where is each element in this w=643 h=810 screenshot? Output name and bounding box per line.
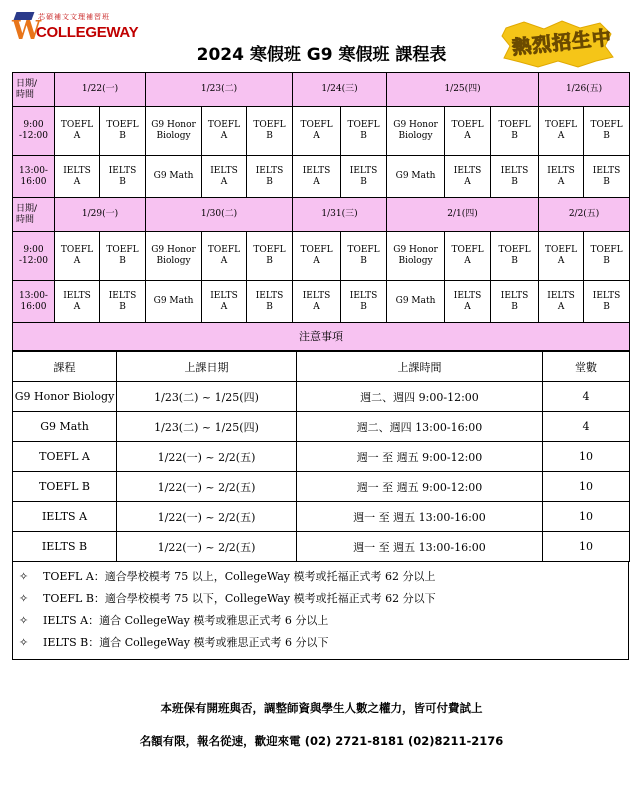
date-cell: 1/24(三) bbox=[293, 73, 387, 107]
class-name-line: IELTS bbox=[210, 290, 238, 301]
class-name-line: TOEFL bbox=[300, 120, 333, 130]
class-name-line: A bbox=[464, 131, 471, 141]
class-name-line: G9 Math bbox=[395, 171, 436, 181]
am-session-row bbox=[13, 107, 630, 156]
class-name-line: A bbox=[557, 176, 565, 187]
class-name-line: TOEFL bbox=[498, 245, 531, 255]
course-cell: 1/22(一) ~ 2/2(五) bbox=[117, 532, 297, 562]
class-cell bbox=[247, 281, 293, 323]
course-cell: G9 Honor Biology bbox=[13, 382, 117, 412]
class-name-line: B bbox=[266, 301, 273, 312]
label-date: 日期/ bbox=[16, 78, 38, 89]
course-cell: 4 bbox=[543, 382, 630, 412]
class-name-line: TOEFL bbox=[60, 120, 94, 130]
class-cell bbox=[146, 107, 202, 156]
course-header: 堂數 bbox=[543, 352, 630, 382]
notice-title: 注意事項 bbox=[13, 323, 630, 351]
class-name-line: A bbox=[464, 256, 471, 266]
class-cell bbox=[247, 156, 293, 198]
class-name-line: B bbox=[266, 176, 273, 187]
session-time bbox=[13, 232, 55, 281]
date-time-label bbox=[13, 73, 55, 107]
class-name-line: B bbox=[603, 131, 610, 141]
class-name-line: B bbox=[119, 131, 126, 141]
class-cell bbox=[202, 232, 247, 281]
class-name-line: Biology bbox=[398, 256, 433, 266]
class-cell bbox=[293, 232, 341, 281]
class-name-line: IELTS bbox=[108, 165, 137, 176]
class-name-line: G9 Math bbox=[153, 171, 194, 181]
course-cell: 1/22(一) ~ 2/2(五) bbox=[117, 442, 297, 472]
course-cell: 10 bbox=[543, 472, 630, 502]
logo-name: COLLEGEWAY bbox=[36, 24, 139, 41]
class-name-line: IELTS bbox=[349, 290, 378, 301]
date-cell: 1/25(四) bbox=[387, 73, 539, 107]
class-name-line: B bbox=[603, 301, 610, 312]
date-row bbox=[13, 73, 630, 107]
course-cell: 週一 至 週五 9:00-12:00 bbox=[297, 472, 543, 502]
course-cell: 10 bbox=[543, 442, 630, 472]
class-cell bbox=[100, 281, 146, 323]
course-cell: IELTS A bbox=[13, 502, 117, 532]
course-cell: 1/22(一) ~ 2/2(五) bbox=[117, 472, 297, 502]
schedule-table bbox=[12, 72, 630, 351]
class-name-line: A bbox=[220, 301, 228, 312]
class-name-line: IELTS bbox=[453, 290, 482, 301]
class-name-line: G9 Honor bbox=[151, 120, 196, 130]
course-cell: G9 Math bbox=[13, 412, 117, 442]
date-cell: 1/29(一) bbox=[55, 198, 146, 232]
class-name-line: A bbox=[73, 301, 81, 312]
class-name-line: Biology bbox=[156, 131, 191, 141]
course-cell: TOEFL A bbox=[13, 442, 117, 472]
date-cell: 1/30(二) bbox=[146, 198, 293, 232]
diamond-bullet-icon: ✧ bbox=[19, 592, 29, 605]
class-cell bbox=[539, 232, 584, 281]
course-row bbox=[13, 502, 630, 532]
session-time bbox=[13, 107, 55, 156]
note-item bbox=[13, 610, 628, 632]
class-name-line: A bbox=[464, 176, 471, 187]
contact-text: 名額有限，報名從速，歡迎來電 (02) 2721-8181 (02)8211-2176 bbox=[139, 734, 504, 748]
class-cell bbox=[341, 107, 387, 156]
date-row bbox=[13, 198, 630, 232]
class-cell bbox=[539, 281, 584, 323]
badge-text: 熱烈招生中 bbox=[511, 26, 614, 60]
note-item bbox=[13, 632, 628, 654]
class-name-line: B bbox=[360, 131, 367, 141]
class-name-line: A bbox=[313, 131, 320, 141]
class-cell bbox=[445, 107, 491, 156]
course-cell: 週一 至 週五 13:00-16:00 bbox=[297, 532, 543, 562]
class-cell bbox=[584, 232, 630, 281]
class-name-line: IELTS bbox=[547, 165, 575, 176]
class-cell bbox=[539, 107, 584, 156]
class-name-line: IELTS bbox=[210, 165, 238, 176]
course-row bbox=[13, 472, 630, 502]
class-name-line: TOEFL bbox=[60, 245, 94, 255]
class-cell bbox=[445, 232, 491, 281]
course-cell: 4 bbox=[543, 412, 630, 442]
class-cell bbox=[491, 232, 539, 281]
note-item bbox=[13, 588, 628, 610]
am-session-row bbox=[13, 232, 630, 281]
class-cell bbox=[584, 281, 630, 323]
class-cell bbox=[584, 107, 630, 156]
course-row bbox=[13, 442, 630, 472]
course-cell: 10 bbox=[543, 502, 630, 532]
class-name-line: B bbox=[266, 256, 273, 266]
class-name-line: B bbox=[603, 256, 610, 266]
class-cell bbox=[341, 232, 387, 281]
enrollment-badge bbox=[500, 20, 615, 68]
class-name-line: B bbox=[360, 176, 367, 187]
class-name-line: G9 Honor bbox=[151, 245, 196, 255]
page-title: 2024 寒假班 G9 寒假班 課程表 bbox=[196, 45, 447, 65]
class-name-line: B bbox=[511, 131, 518, 141]
course-cell: 10 bbox=[543, 532, 630, 562]
note-text: TOEFL A：適合學校模考 75 以上，CollegeWay 模考或托福正式考 62 分以上 bbox=[43, 570, 436, 583]
class-name-line: A bbox=[73, 256, 81, 266]
course-cell: 1/22(一) ~ 2/2(五) bbox=[117, 502, 297, 532]
schedule-sheet bbox=[12, 72, 629, 660]
course-row bbox=[13, 382, 630, 412]
class-name-line: TOEFL bbox=[106, 120, 139, 130]
class-name-line: B bbox=[266, 131, 273, 141]
session-time-line: 9:00 bbox=[23, 245, 44, 255]
class-cell bbox=[341, 156, 387, 198]
class-name-line: G9 Honor bbox=[393, 120, 438, 130]
course-row bbox=[13, 532, 630, 562]
class-cell bbox=[146, 281, 202, 323]
session-time-line: -12:00 bbox=[19, 256, 48, 266]
session-time-line: 9:00 bbox=[23, 120, 44, 130]
course-table bbox=[12, 351, 630, 562]
class-cell bbox=[491, 281, 539, 323]
session-time bbox=[13, 156, 55, 198]
session-time bbox=[13, 281, 55, 323]
class-cell bbox=[387, 281, 445, 323]
class-cell bbox=[202, 156, 247, 198]
class-name-line: Biology bbox=[156, 256, 191, 266]
class-cell bbox=[146, 156, 202, 198]
class-name-line: IELTS bbox=[302, 290, 331, 301]
class-name-line: IELTS bbox=[63, 290, 91, 301]
class-cell bbox=[55, 107, 100, 156]
class-name-line: A bbox=[557, 301, 565, 312]
pm-session-row bbox=[13, 281, 630, 323]
diamond-bullet-icon: ✧ bbox=[19, 636, 29, 649]
diamond-bullet-icon: ✧ bbox=[19, 570, 29, 583]
class-cell bbox=[445, 156, 491, 198]
class-cell bbox=[445, 281, 491, 323]
class-name-line: IELTS bbox=[500, 290, 529, 301]
class-name-line: TOEFL bbox=[207, 245, 241, 255]
class-cell bbox=[100, 107, 146, 156]
label-date: 日期/ bbox=[16, 203, 38, 214]
class-name-line: TOEFL bbox=[544, 120, 578, 130]
class-name-line: TOEFL bbox=[300, 245, 333, 255]
class-name-line: B bbox=[511, 301, 518, 312]
class-name-line: IELTS bbox=[453, 165, 482, 176]
class-cell bbox=[341, 281, 387, 323]
course-cell: 1/23(二) ~ 1/25(四) bbox=[117, 412, 297, 442]
session-time-line: 13:00- bbox=[19, 165, 48, 176]
class-name-line: TOEFL bbox=[544, 245, 578, 255]
class-cell bbox=[293, 107, 341, 156]
class-name-line: B bbox=[119, 176, 126, 187]
class-cell bbox=[202, 107, 247, 156]
pm-session-row bbox=[13, 156, 630, 198]
class-name-line: IELTS bbox=[255, 165, 284, 176]
policy-text: 本班保有開班與否，調整師資與學生人數之權力，皆可付費試上 bbox=[160, 701, 483, 715]
class-name-line: TOEFL bbox=[451, 245, 484, 255]
class-name-line: IELTS bbox=[63, 165, 91, 176]
diamond-bullet-icon: ✧ bbox=[19, 614, 29, 627]
class-name-line: B bbox=[511, 256, 518, 266]
class-cell bbox=[55, 232, 100, 281]
course-cell: IELTS B bbox=[13, 532, 117, 562]
class-name-line: B bbox=[603, 176, 610, 187]
class-name-line: TOEFL bbox=[347, 120, 380, 130]
class-cell bbox=[539, 156, 584, 198]
course-header-row bbox=[13, 352, 630, 382]
class-cell bbox=[202, 281, 247, 323]
note-text: TOEFL B：適合學校模考 75 以下，CollegeWay 模考或托福正式考 62 分以下 bbox=[43, 592, 436, 605]
class-name-line: B bbox=[360, 301, 367, 312]
class-name-line: Biology bbox=[398, 131, 433, 141]
label-time: 時間 bbox=[16, 214, 35, 225]
session-time-line: 13:00- bbox=[19, 290, 48, 301]
note-text: IELTS B：適合 CollegeWay 模考或雅思正式考 6 分以下 bbox=[43, 636, 329, 649]
class-name-line: TOEFL bbox=[253, 120, 286, 130]
class-cell bbox=[100, 156, 146, 198]
session-time-line: -12:00 bbox=[19, 131, 48, 141]
class-name-line: B bbox=[360, 256, 367, 266]
class-name-line: IELTS bbox=[592, 290, 621, 301]
class-name-line: A bbox=[313, 301, 320, 312]
logo-w-mark: W bbox=[12, 16, 42, 46]
class-name-line: TOEFL bbox=[498, 120, 531, 130]
note-text: IELTS A：適合 CollegeWay 模考或雅思正式考 6 分以上 bbox=[43, 614, 329, 627]
course-row bbox=[13, 412, 630, 442]
class-name-line: TOEFL bbox=[590, 245, 623, 255]
class-cell bbox=[491, 156, 539, 198]
class-name-line: A bbox=[220, 131, 228, 141]
class-cell bbox=[584, 156, 630, 198]
class-name-line: B bbox=[119, 301, 126, 312]
class-cell bbox=[100, 232, 146, 281]
class-name-line: TOEFL bbox=[207, 120, 241, 130]
course-cell: TOEFL B bbox=[13, 472, 117, 502]
date-cell: 2/2(五) bbox=[539, 198, 630, 232]
class-name-line: IELTS bbox=[255, 290, 284, 301]
date-cell: 1/22(一) bbox=[55, 73, 146, 107]
class-name-line: TOEFL bbox=[253, 245, 286, 255]
class-name-line: IELTS bbox=[592, 165, 621, 176]
course-cell: 1/23(二) ~ 1/25(四) bbox=[117, 382, 297, 412]
logo-tagline: 芯碩補文文理補習班 bbox=[38, 13, 110, 21]
note-item bbox=[13, 566, 628, 588]
class-name-line: A bbox=[73, 131, 81, 141]
class-name-line: A bbox=[73, 176, 81, 187]
class-name-line: G9 Honor bbox=[393, 245, 438, 255]
class-name-line: G9 Math bbox=[395, 296, 436, 306]
class-cell bbox=[293, 281, 341, 323]
class-name-line: A bbox=[313, 256, 320, 266]
class-cell bbox=[55, 281, 100, 323]
class-cell bbox=[55, 156, 100, 198]
label-time: 時間 bbox=[16, 89, 35, 100]
class-name-line: IELTS bbox=[108, 290, 137, 301]
course-cell: 週二、週四 9:00-12:00 bbox=[297, 382, 543, 412]
course-header: 上課時間 bbox=[297, 352, 543, 382]
class-cell bbox=[491, 107, 539, 156]
session-time-line: 16:00 bbox=[20, 301, 47, 312]
class-name-line: IELTS bbox=[349, 165, 378, 176]
class-name-line: A bbox=[220, 256, 228, 266]
class-name-line: IELTS bbox=[547, 290, 575, 301]
class-cell bbox=[293, 156, 341, 198]
course-header: 課程 bbox=[13, 352, 117, 382]
class-cell bbox=[387, 156, 445, 198]
date-cell: 1/31(三) bbox=[293, 198, 387, 232]
class-name-line: G9 Math bbox=[153, 296, 194, 306]
class-name-line: B bbox=[119, 256, 126, 266]
notes-list bbox=[12, 562, 629, 660]
session-time-line: 16:00 bbox=[20, 176, 47, 187]
class-name-line: TOEFL bbox=[106, 245, 139, 255]
course-cell: 週一 至 週五 9:00-12:00 bbox=[297, 442, 543, 472]
class-name-line: B bbox=[511, 176, 518, 187]
class-cell bbox=[387, 232, 445, 281]
course-header: 上課日期 bbox=[117, 352, 297, 382]
date-cell: 1/23(二) bbox=[146, 73, 293, 107]
course-cell: 週一 至 週五 13:00-16:00 bbox=[297, 502, 543, 532]
class-cell bbox=[247, 232, 293, 281]
class-name-line: TOEFL bbox=[590, 120, 623, 130]
class-name-line: TOEFL bbox=[347, 245, 380, 255]
class-name-line: IELTS bbox=[500, 165, 529, 176]
class-name-line: A bbox=[313, 176, 320, 187]
class-name-line: A bbox=[464, 301, 471, 312]
class-name-line: A bbox=[220, 176, 228, 187]
class-name-line: TOEFL bbox=[451, 120, 484, 130]
class-name-line: A bbox=[557, 256, 565, 266]
course-cell: 週二、週四 13:00-16:00 bbox=[297, 412, 543, 442]
date-cell: 1/26(五) bbox=[539, 73, 630, 107]
class-cell bbox=[387, 107, 445, 156]
date-cell: 2/1(四) bbox=[387, 198, 539, 232]
class-name-line: A bbox=[557, 131, 565, 141]
date-time-label bbox=[13, 198, 55, 232]
class-cell bbox=[146, 232, 202, 281]
class-name-line: IELTS bbox=[302, 165, 331, 176]
class-cell bbox=[247, 107, 293, 156]
